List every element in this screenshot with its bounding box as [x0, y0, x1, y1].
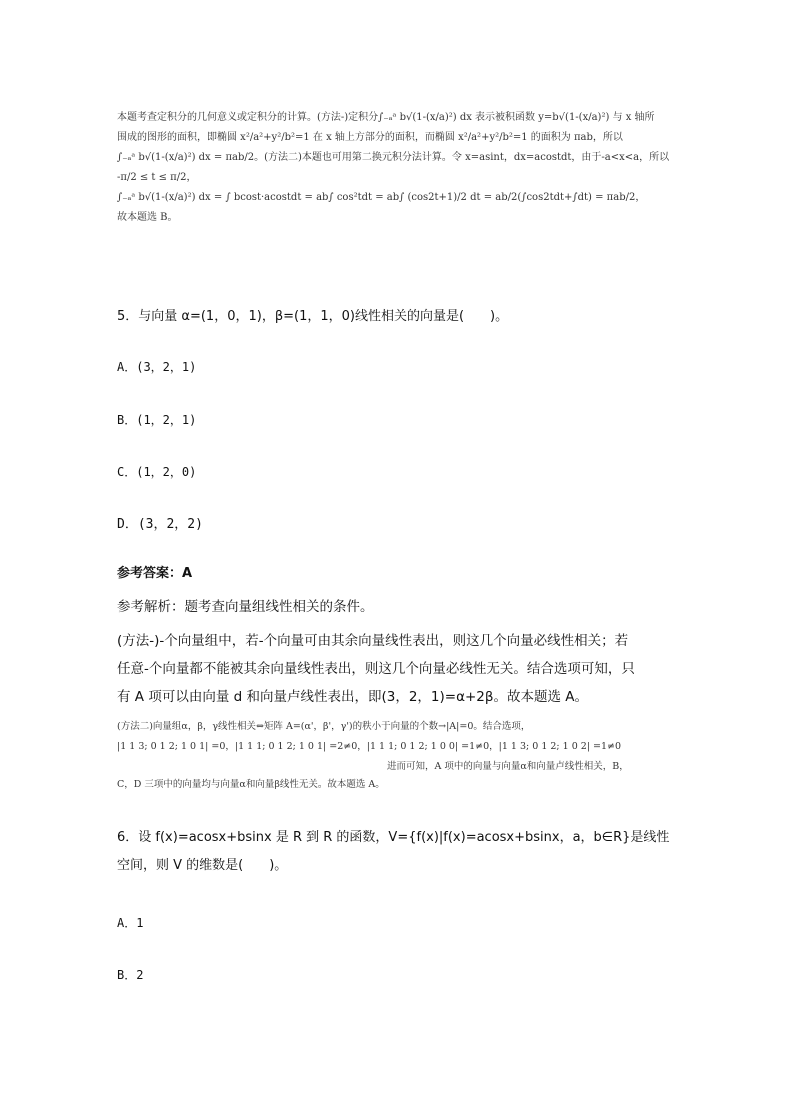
question-6-stem-line2: 空间，则 V 的维数是( )。: [117, 858, 288, 873]
method2-line: (方法二)向量组α，β，γ线性相关⇔矩阵 A=(α'，β'，γ')的秩小于向量的个数→|A|=0。结合选项，: [117, 721, 531, 732]
method2-line: C，D 三项中的向量均与向量α和向量β线性无关。故本题选 A。: [117, 779, 385, 790]
q5-analysis-line: 有 A 项可以由向量 d 和向量卢线性表出，即(3，2，1)=α+2β。故本题选 A。: [117, 689, 589, 705]
method2-line: 进而可知，A 项中的向量与向量α和向量卢线性相关，B，: [387, 761, 629, 772]
determinants-line: |1 1 3; 0 1 2; 1 0 1| =0，|1 1 1; 0 1 2; 1 0 1| =2≠0，|1 1 1; 0 1 2; 1 0 0| =1≠0，|1 1 3; 0 1 2; 1 0 2| =1≠0: [117, 741, 622, 752]
q5-analysis-line: 参考解析：题考查向量组线性相关的条件。: [117, 599, 374, 615]
solution-line: 围成的图形的面积，即椭圆 x²/a²+y²/b²=1 在 x 轴上方部分的面积，而椭圆 x²/a²+y²/b²=1 的面积为 πab，所以: [117, 132, 623, 143]
q5-option-d: D．(3，2，2): [117, 517, 203, 532]
solution-line: 本题考查定积分的几何意义或定积分的计算。(方法-)定积分∫₋ₐᵃ b√(1-(x/a)²) dx 表示被积函数 y=b√(1-(x/a)²) 与 x 轴所: [117, 112, 655, 123]
q5-analysis-line: 任意-个向量都不能被其余向量线性表出，则这几个向量必线性无关。结合选项可知，只: [117, 661, 635, 677]
q5-option-a: A．(3，2，1): [117, 360, 197, 374]
q6-option-b: B．2: [117, 968, 144, 982]
q6-option-a: A．1: [117, 916, 144, 930]
solution-line: -π/2 ≤ t ≤ π/2，: [117, 172, 197, 183]
q5-option-b: B．(1，2，1): [117, 413, 197, 427]
solution-line: ∫₋ₐᵃ b√(1-(x/a)²) dx = ∫ bcost·acostdt = ab∫ cos²tdt = ab∫ (cos2t+1)/2 dt = ab/2(∫cos2tdt+∫dt) = πab/2，: [117, 192, 646, 203]
q5-analysis-line: (方法-)-个向量组中，若-个向量可由其余向量线性表出，则这几个向量必线性相关；若: [117, 633, 629, 649]
solution-line: 故本题选 B。: [117, 212, 178, 223]
solution-line: ∫₋ₐᵃ b√(1-(x/a)²) dx = πab/2。(方法二)本题也可用第二换元积分法计算。令 x=asint，dx=acostdt，由于-a<x<a，所以: [117, 152, 670, 163]
question-5-stem: 5．与向量 α=(1，0，1)，β=(1，1，0)线性相关的向量是( )。: [117, 309, 509, 324]
q5-method2-image: [117, 720, 677, 792]
q5-option-c: C．(1，2，0): [117, 465, 197, 479]
question-6-stem-line1: 6．设 f(x)=acosx+bsinx 是 R 到 R 的函数，V={f(x)|f(x)=acosx+bsinx，a，b∈R}是线性: [117, 830, 670, 845]
previous-solution-image: [117, 108, 677, 228]
q5-answer: 参考答案：A: [117, 566, 193, 581]
